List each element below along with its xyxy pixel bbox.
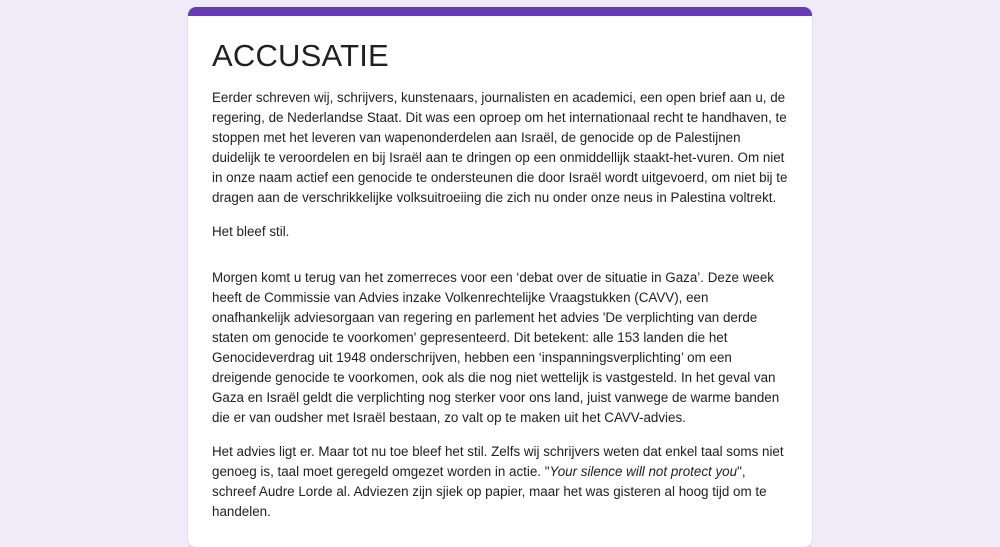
paragraph-4-text-before: Het advies ligt er. Maar tot nu toe bleef het stil. Zelfs wij schrijvers weten dat enkel taal soms niet genoeg is, taal moet geregeld omgezet worden in actie. "	[212, 444, 784, 479]
form-header	[188, 16, 812, 522]
description-paragraph-3: Morgen komt u terug van het zomerreces voor een ‘debat over de situatie in Gaza’. Deze week heeft de Commissie van Advies inzake Volkenrechtelijke Vraagstukken (CAVV), een onafhankelijk adviesorgaan van regering en parlement het advies 'De verplichting van derde staten om genocide te voorkomen' gepresenteerd. Dit betekent: alle 153 landen die het Genocideverdrag uit 1948 onderschrijven, hebben een ‘inspanningsverplichting’ om een dreigende genocide te voorkomen, ook als die nog niet wettelijk is vastgesteld. In het geval van Gaza en Israël geldt die verplichting nog sterker voor ons land, juist vanwege de warme banden die er van oudsher met Israël bestaan, zo valt op te maken uit het CAVV-advies.	[212, 270, 780, 425]
paragraph-4-text-after: ", schreef Audre Lorde al. Adviezen zijn sjiek op papier, maar het was gisteren al hoog tijd om te handelen.	[212, 464, 767, 519]
audre-lorde-quote: Your silence will not protect you	[549, 464, 738, 479]
description-paragraph-2: Het bleef stil.	[212, 224, 290, 239]
form-accent-bar	[188, 7, 812, 16]
form-description	[212, 88, 788, 522]
description-paragraph-1: Eerder schreven wij, schrijvers, kunstenaars, journalisten en academici, een open brief aan u, de regering, de Nederlandse Staat. Dit was een oproep om het internationaal recht te handhaven, te stoppen met het leveren van wapenonderdelen aan Israël, de genocide op de Palestijnen duidelijk te veroordelen en bij Israël aan te dringen op een onmiddellijk staakt-het-vuren. Om niet in onze naam actief een genocide te ondersteunen die door Israël wordt uitgevoerd, om niet bij te dragen aan de verschrikkelijke volksuitroeiing die zich nu onder onze neus in Palestina voltrekt.	[212, 90, 788, 205]
form-title: ACCUSATIE	[212, 38, 389, 73]
form-card	[188, 7, 812, 547]
description-paragraph-4	[212, 442, 788, 522]
